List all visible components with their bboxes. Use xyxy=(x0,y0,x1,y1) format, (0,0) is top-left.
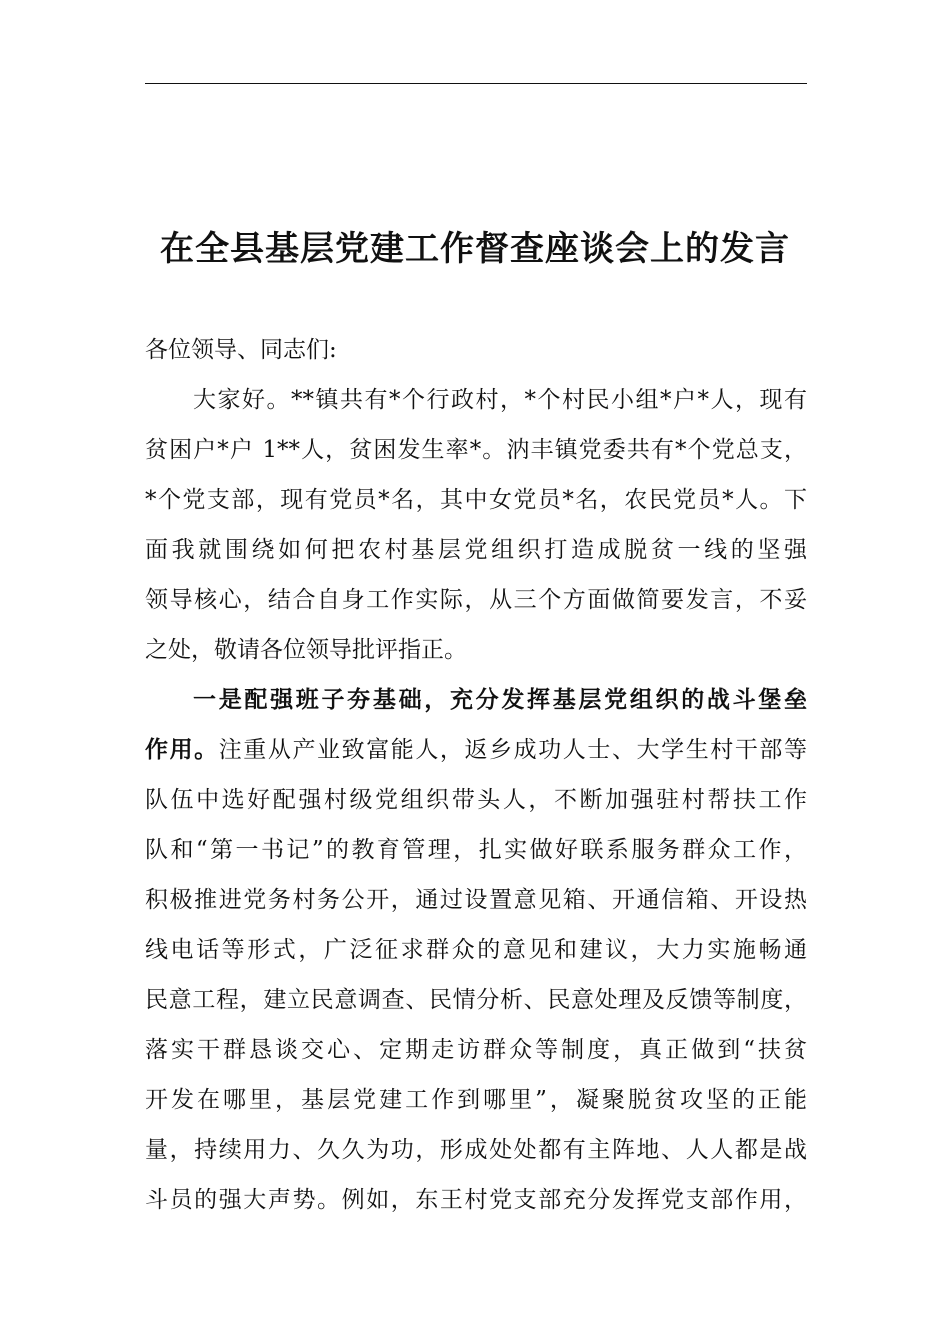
paragraph-line: 斗员的强大声势。例如，东王村党支部充分发挥党支部作用， xyxy=(145,1187,807,1213)
paragraph-line: 之处，敬请各位领导批评指正。 xyxy=(145,637,467,663)
paragraph-line: 队和“第一书记”的教育管理，扎实做好联系服务群众工作， xyxy=(145,837,807,863)
paragraph-line xyxy=(145,725,807,775)
section-heading-end: 作用。 xyxy=(145,736,219,763)
header-rule xyxy=(145,83,807,84)
paragraph-line: *个党支部，现有党员*名，其中女党员*名，农民党员*人。下 xyxy=(145,487,807,513)
paragraph-line: 面我就围绕如何把农村基层党组织打造成脱贫一线的坚强 xyxy=(145,537,807,563)
paragraph-line: 开发在哪里，基层党建工作到哪里”，凝聚脱贫攻坚的正能 xyxy=(145,1087,807,1113)
paragraph-line: 线电话等形式，广泛征求群众的意见和建议，大力实施畅通 xyxy=(145,937,807,963)
paragraph-line: 队伍中选好配强村级党组织带头人，不断加强驻村帮扶工作 xyxy=(145,787,807,813)
document-title: 在全县基层党建工作督查座谈会上的发言 xyxy=(160,229,790,269)
paragraph-text: 注重从产业致富能人，返乡成功人士、大学生村干部等 xyxy=(218,737,808,763)
paragraph-line: 大家好。**镇共有*个行政村，*个村民小组*户*人，现有 xyxy=(193,387,807,413)
salutation: 各位领导、同志们: xyxy=(145,337,337,363)
paragraph-line: 贫困户*户 1**人，贫困发生率*。汭丰镇党委共有*个党总支， xyxy=(145,437,807,463)
paragraph-line: 积极推进党务村务公开，通过设置意见箱、开通信箱、开设热 xyxy=(145,887,807,913)
paragraph-line: 民意工程，建立民意调查、民情分析、民意处理及反馈等制度， xyxy=(145,987,807,1013)
section-heading: 一是配强班子夯基础，充分发挥基层党组织的战斗堡垒 xyxy=(193,686,807,713)
paragraph-line: 落实干群恳谈交心、定期走访群众等制度，真正做到“扶贫 xyxy=(145,1037,807,1063)
paragraph-line: 领导核心，结合自身工作实际，从三个方面做简要发言，不妥 xyxy=(145,587,807,613)
paragraph-line: 量，持续用力、久久为功，形成处处都有主阵地、人人都是战 xyxy=(145,1137,807,1163)
document-body xyxy=(145,325,807,1225)
